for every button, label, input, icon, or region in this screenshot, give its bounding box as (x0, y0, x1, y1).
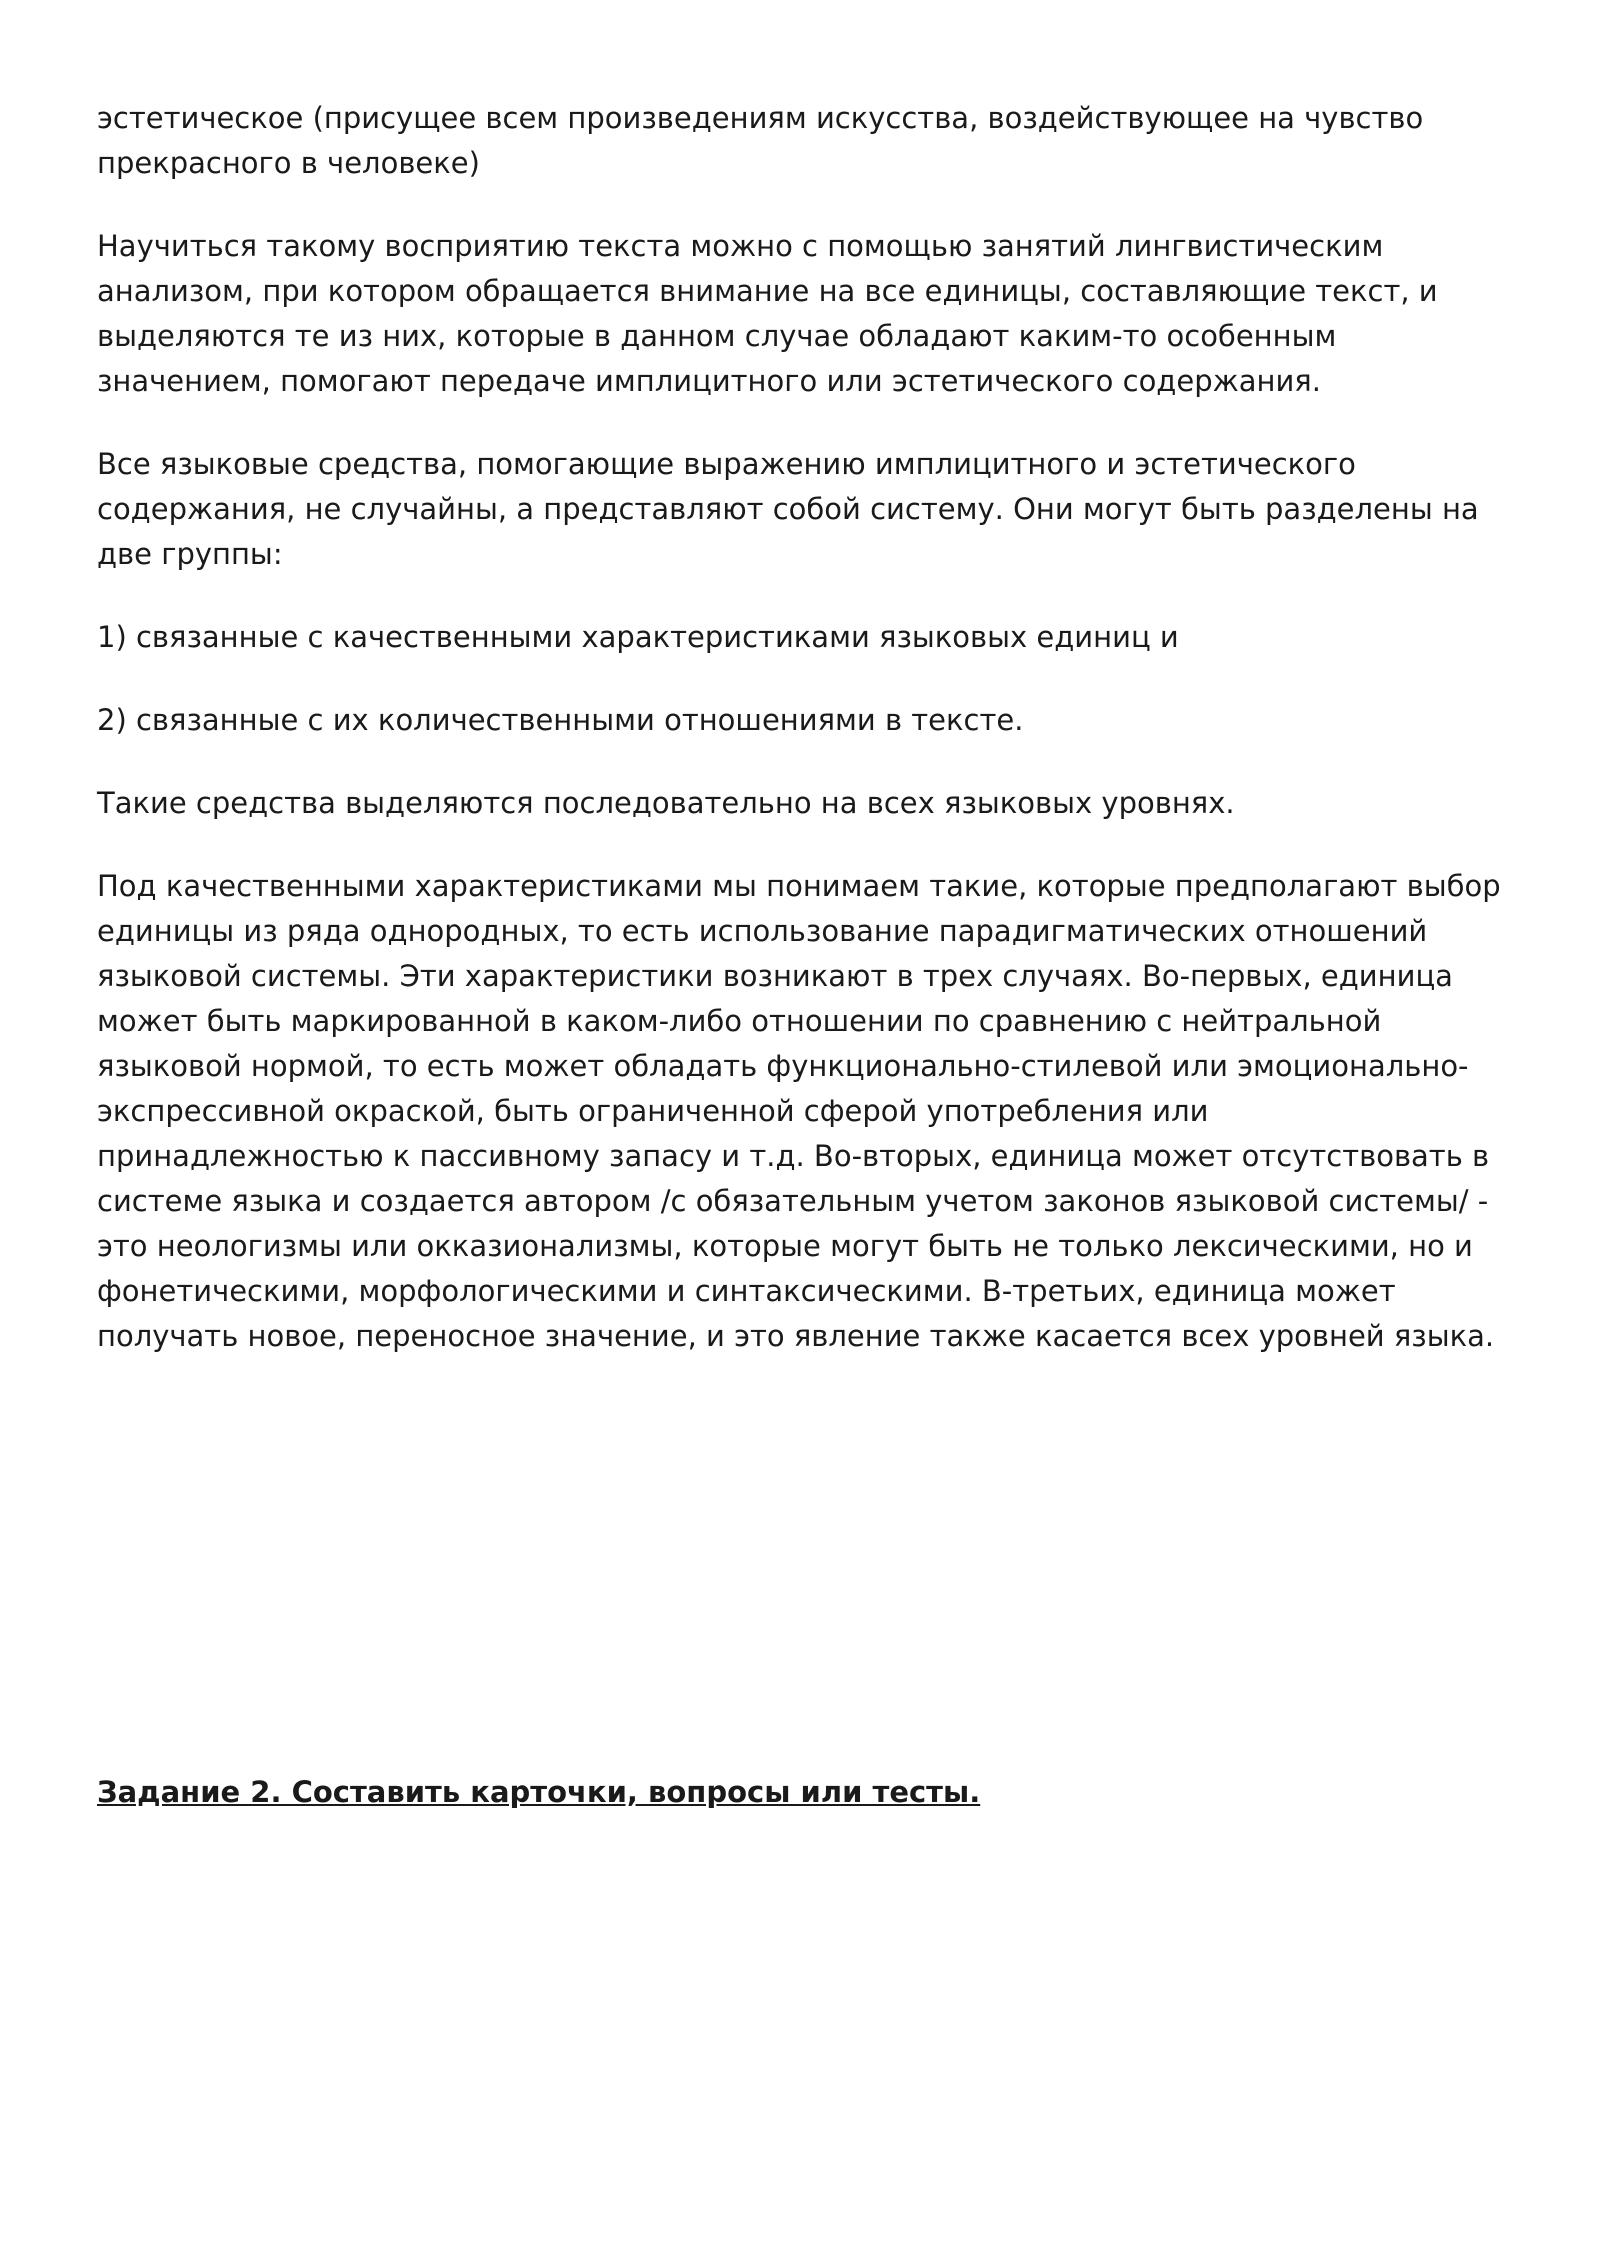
paragraph-aesthetic-definition: эстетическое (присущее всем произведениям искусства, воздействующее на чувство прекрасного в человеке) (97, 101, 1424, 180)
list-item-quantitative: 2) связанные с их количественными отношениями в тексте. (97, 703, 1024, 737)
list-item-qualitative: 1) связанные с качественными характеристиками языковых единиц и (97, 620, 1179, 654)
paragraph-linguistic-analysis: Научиться такому восприятию текста можно с помощью занятий лингвистическим анализом, при котором обращается внимание на все единицы, составляющие текст, и выделяются те из них, которые в данном случае обладают каким-то особенным значением, помогают передаче имплицитного или эстетического содержания. (97, 229, 1438, 398)
task-heading: Задание 2. Составить карточки, вопросы или тесты. (97, 1775, 981, 1809)
paragraph-language-levels: Такие средства выделяются последовательно на всех языковых уровнях. (97, 786, 1235, 820)
paragraph-qualitative-characteristics: Под качественными характеристиками мы понимаем такие, которые предполагают выбор единицы из ряда однородных, то есть использование парадигматических отношений языковой системы. Эти характеристики возникают в трех случаях. Во-первых, единица может быть маркированной в каком-либо отношении по сравнению с нейтральной языковой нормой, то есть может обладать функционально-стилевой или эмоционально-экспрессивной окраской, быть ограниченной сферой употребления или принадлежностью к пассивному запасу и т.д. Во-вторых, единица может отсутствовать в системе языка и создается автором /с обязательным учетом законов языковой системы/ - это неологизмы или окказионализмы, которые могут быть не только лексическими, но и фонетическими, морфологическими и синтаксическими. В-третьих, единица может получать новое, переносное значение, и это явление также касается всех уровней языка. (97, 869, 1501, 1353)
document-body (97, 96, 1502, 1397)
paragraph-language-means-system: Все языковые средства, помогающие выражению имплицитного и эстетического содержания, не случайны, а представляют собой систему. Они могут быть разделены на две группы: (97, 447, 1479, 571)
